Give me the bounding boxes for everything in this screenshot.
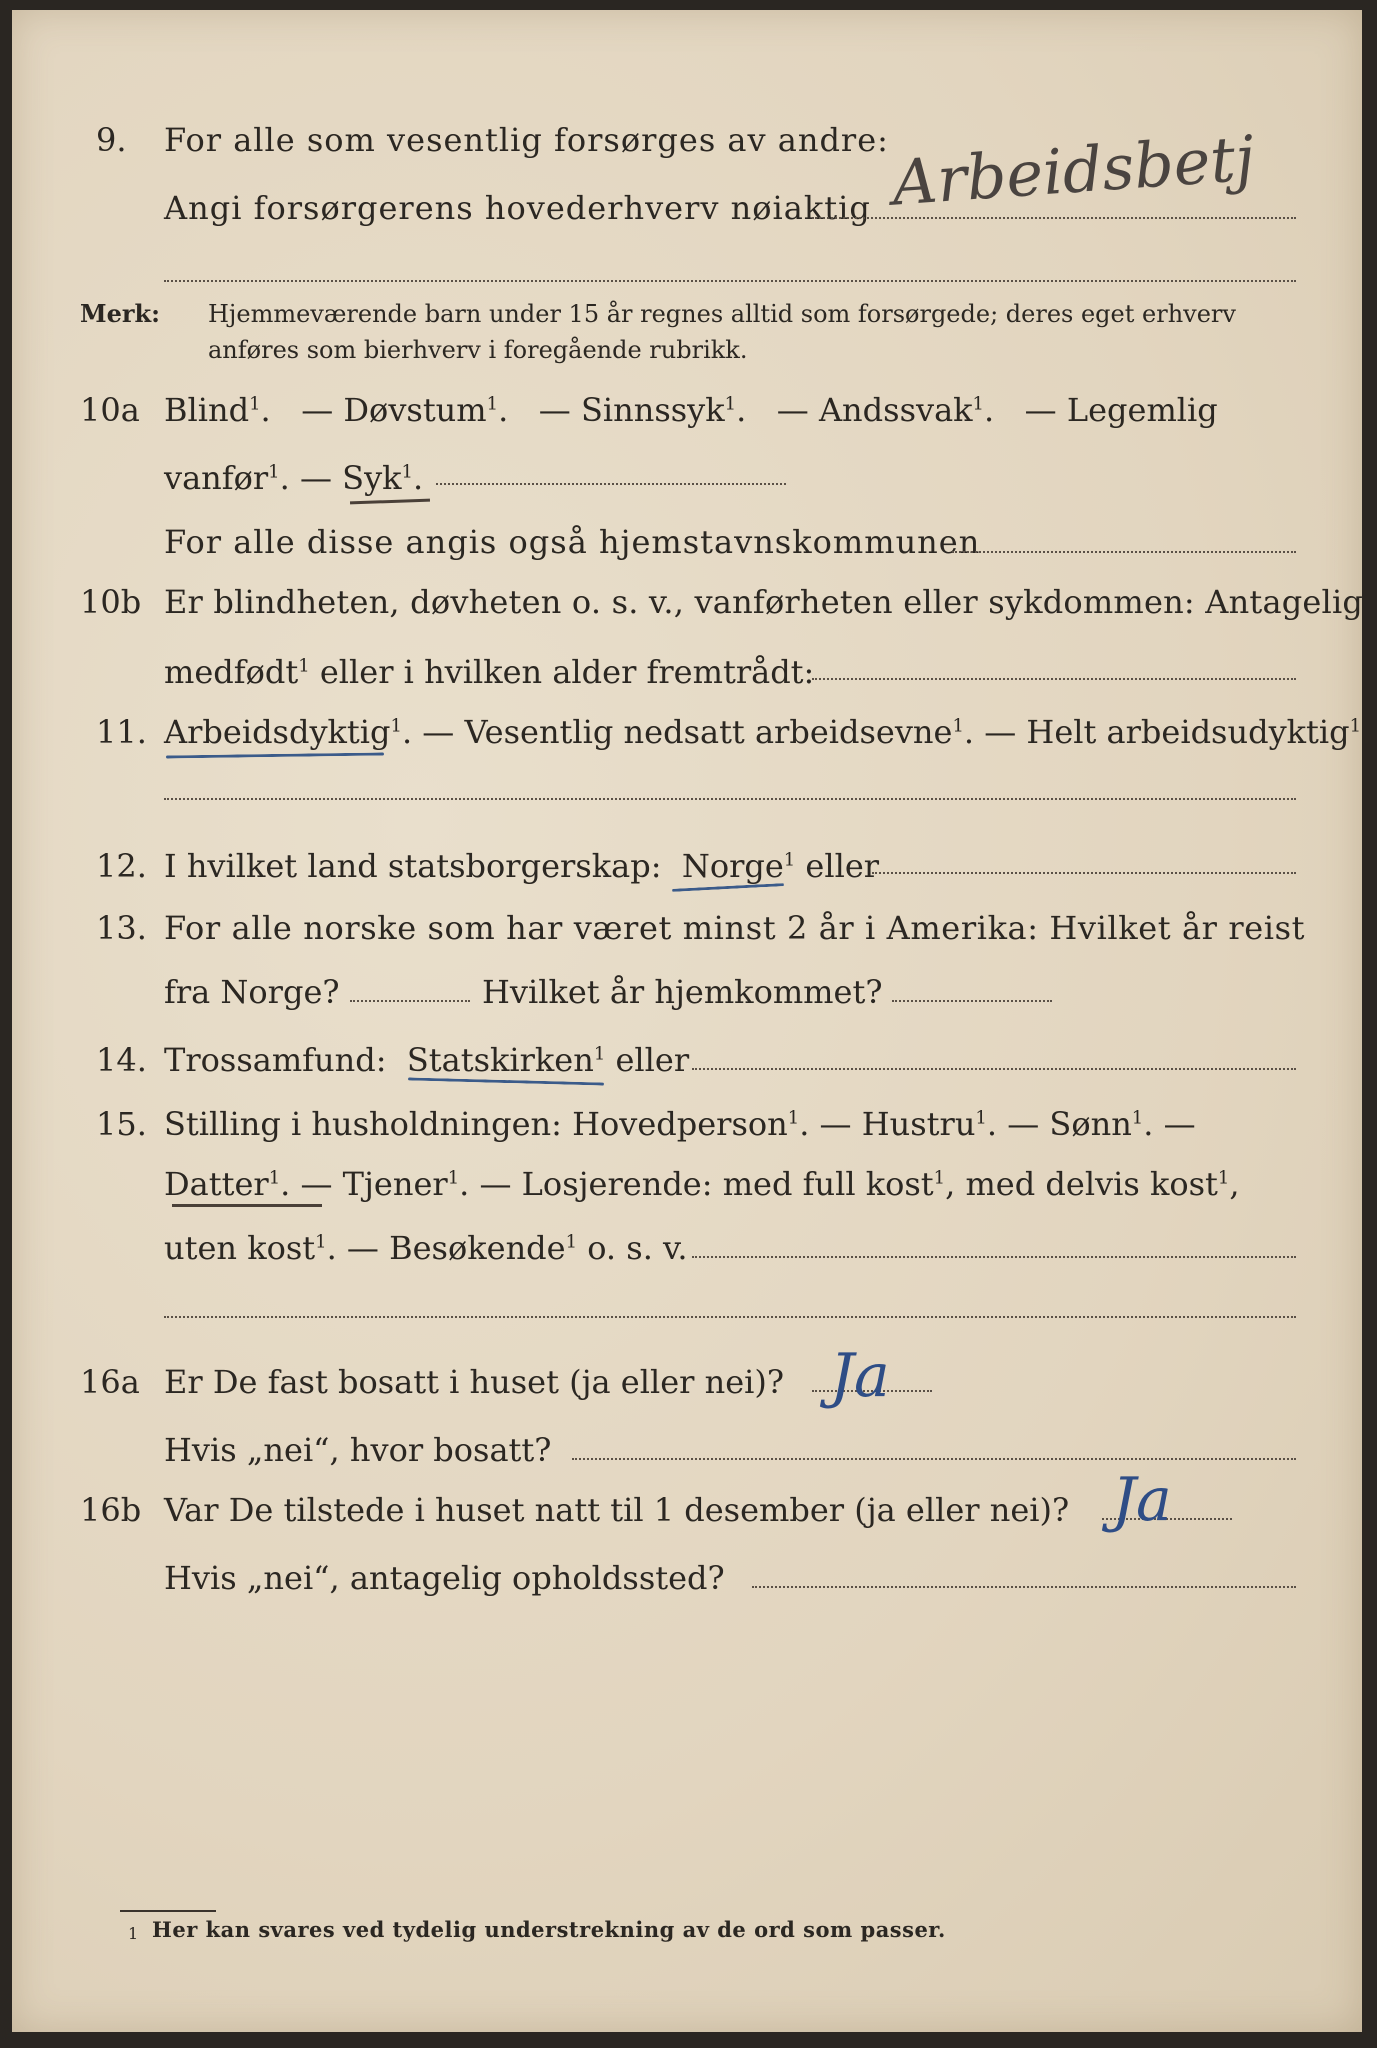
opt-norge: Norge [681,847,784,885]
q11-extra-line [164,798,1296,800]
opt-dovstum: — Døvstum [301,391,487,429]
q10b-answer-line [812,678,1296,680]
q9-answer-line [812,217,1296,219]
q15-line2: Datter$^1$. — Tjener$^1$. — Losjerende: med full kost$^1$, med delvis kost$^1$, [164,1165,1240,1203]
q9-extra-line [164,280,1296,282]
q10a-number: 10a [80,391,140,429]
footnote-text: Her kan svares ved tydelig understrekning av de ord som passer. [152,1917,946,1942]
q9-handwritten-answer: Arbeidsbetj [889,121,1257,220]
q13-number: 13. [96,909,147,947]
q11-number: 11. [96,713,147,751]
q13-hjem: Hvilket år hjemkommet? [482,973,883,1011]
merk-line1: Hjemmeværende barn under 15 år regnes alltid som forsørgede; deres eget erhverv [208,300,1236,328]
q10b-line2: medfødt$^1$ eller i hvilken alder fremtrådt: [164,653,815,691]
q16b-line1: Var De tilstede i huset natt til 1 desember (ja eller nei)? [164,1491,1070,1529]
opt-andssvak: — Andssvak [776,391,973,429]
q12-line: I hvilket land statsborgerskap: Norge$^1$ eller [164,847,880,885]
merk-label: Merk: [80,299,160,328]
q16a-line2-answer [572,1458,1296,1460]
q15-line3: uten kost$^1$. — Besøkende$^1$ o. s. v. [164,1229,688,1267]
footnote-rule [120,1910,216,1912]
footnote-mark: 1 [128,1924,139,1943]
q14-number: 14. [96,1041,147,1079]
q16a-number: 16a [80,1363,140,1401]
q10b-line1: Er blindheten, døvheten o. s. v., vanførheten eller sykdommen: Antagelig [164,583,1364,621]
q16b-number: 16b [80,1491,142,1529]
opt-datter: Datter [164,1165,269,1203]
arbeidsdyktig-underline-mark [166,752,384,758]
q15-number: 15. [96,1105,147,1143]
opt-arbeidsdyktig: Arbeidsdyktig [164,713,391,751]
opt-blind: Blind [164,391,250,429]
opt-legemlig: — Legemlig [1024,391,1218,429]
q10a-line2: vanfør$^1$. — Syk$^1$. [164,459,424,497]
q13-line1: For alle norske som har været minst 2 år i Amerika: Hvilket år reist [164,909,1306,947]
q13-fra-line [350,1000,470,1002]
q9-number: 9. [96,121,127,159]
opt-medfodt: medfødt [164,653,299,691]
q10a-hjemstavn-line [952,551,1296,553]
q14-line: Trossamfund: Statskirken$^1$ eller [164,1041,690,1079]
q10a-line1: Blind$^1$. — Døvstum$^1$. — Sinnssyk$^1$. — Andssvak$^1$. — Legemlig [164,391,1218,429]
q9-line2: Angi forsørgerens hovederhverv nøiaktig [164,189,871,227]
q11-line: Arbeidsdyktig$^1$. — Vesentlig nedsatt arbeidsevne$^1$. — Helt arbeidsudyktig$^1$. [164,713,1372,751]
opt-syk: Syk [342,459,402,497]
opt-sinnssyk: — Sinnssyk [538,391,725,429]
q14-answer-line [692,1068,1296,1070]
q12-number: 12. [96,847,147,885]
q10b-number: 10b [80,583,142,621]
q10a-answer-line [436,483,786,485]
q12-answer-line [872,872,1296,874]
q10a-hjemstavn: For alle disse angis også hjemstavnskommunen [164,523,981,561]
opt-vanfor: vanfør [164,459,269,497]
q16a-handwritten-answer: Ja [830,1341,890,1411]
syk-underline-mark [350,499,430,505]
q13-hjem-line [892,1000,1052,1002]
q9-line1: For alle som vesentlig forsørges av andre: [164,121,889,159]
opt-statskirken: Statskirken [406,1041,594,1079]
q16b-line2: Hvis „nei“, antagelig opholdssted? [164,1559,725,1597]
q16a-line1: Er De fast bosatt i huset (ja eller nei)? [164,1363,785,1401]
q13-fra: fra Norge? [164,973,340,1011]
merk-line2: anføres som bierhverv i foregående rubrikk. [208,336,748,364]
q15-line1: Stilling i husholdningen: Hovedperson$^1$. — Hustru$^1$. — Sønn$^1$. — [164,1105,1196,1143]
census-form-page [12,10,1372,2032]
q16b-handwritten-answer: Ja [1112,1465,1172,1535]
q16b-line2-answer [752,1586,1296,1588]
q15-extra-line [164,1316,1296,1318]
q16a-line2: Hvis „nei“, hvor bosatt? [164,1431,552,1469]
q15-answer-line [692,1256,1296,1258]
datter-underline-mark [172,1204,322,1207]
